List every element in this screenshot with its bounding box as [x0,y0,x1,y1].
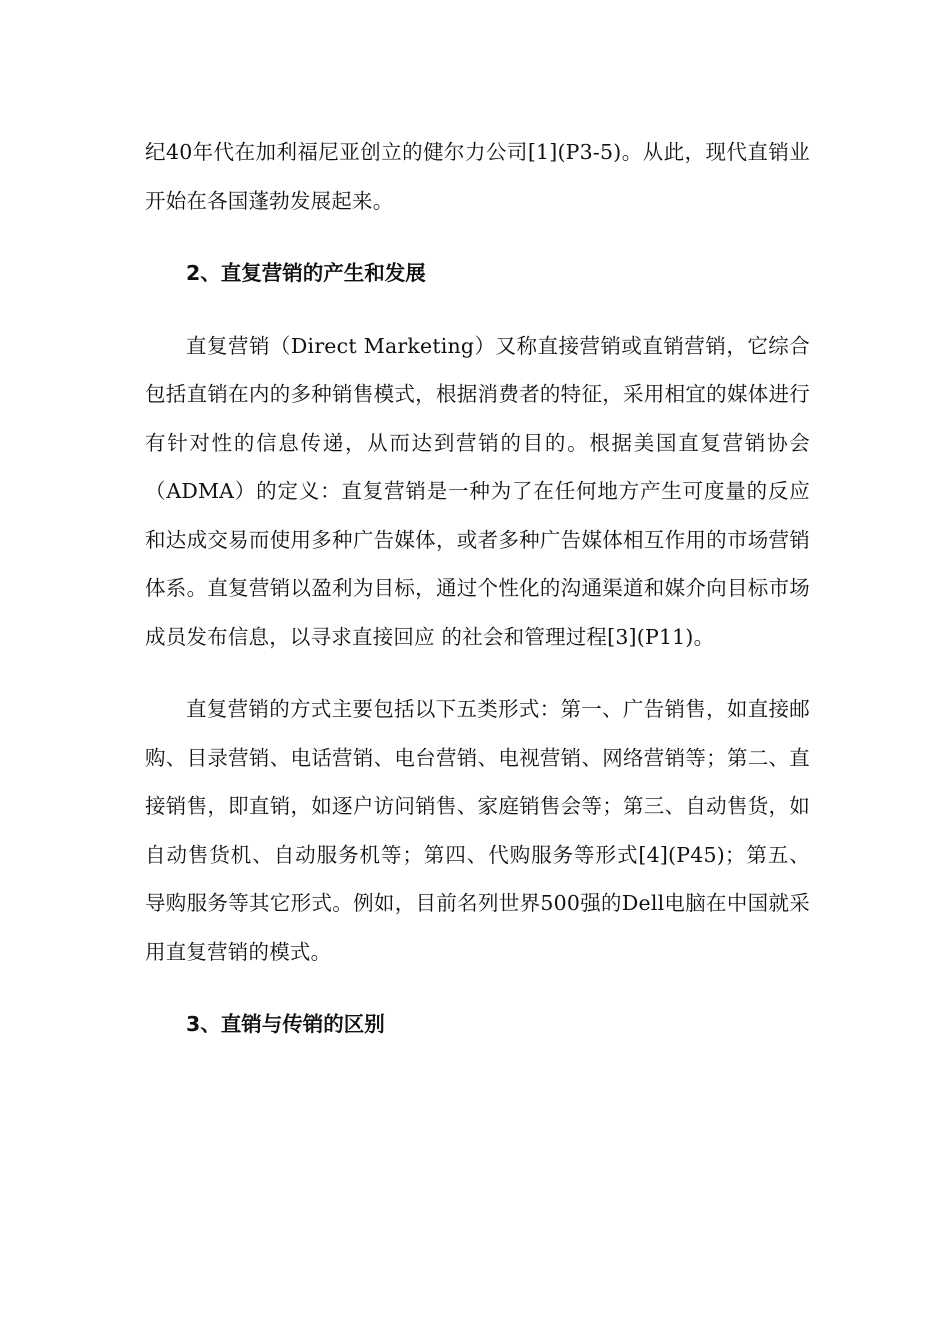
section-2-paragraph-1: 直复营销（Direct Marketing）又称直接营销或直销营销，它综合包括直销在内的多种销售模式，根据消费者的特征，采用相宜的媒体进行有针对性的信息传递，从而达到营销的目的。根据美国直复营销协会（ADMA）的定义：直复营销是一种为了在任何地方产生可度量的反应和达成交易而使用多种广告媒体，或者多种广告媒体相互作用的市场营销体系。直复营销以盈利为目标，通过个性化的沟通渠道和媒介向目标市场成员发布信息，以寻求直接回应 的社会和管理过程[3](P11)。 [145,333,810,649]
spacer [145,225,810,249]
spacer [145,661,810,685]
spacer [145,298,810,322]
section-3-heading: 3、直销与传销的区别 [186,1012,385,1036]
section-2-paragraph-2: 直复营销的方式主要包括以下五类形式：第一、广告销售，如直接邮购、目录营销、电话营销、电台营销、电视营销、网络营销等；第二、直接销售，即直销，如逐户访问销售、家庭销售会等；第三、自动售货，如自动售货机、自动服务机等；第四、代购服务等形式[4](P45)；第五、导购服务等其它形式。例如，目前名列世界500强的Dell电脑在中国就采用直复营销的模式。 [145,697,810,964]
spacer [145,976,810,1000]
document-body [145,128,810,1049]
section-2-heading: 2、直复营销的产生和发展 [186,261,426,285]
intro-paragraph: 纪40年代在加利福尼亚创立的健尔力公司[1](P3-5)。从此，现代直销业开始在各国蓬勃发展起来。 [145,140,810,213]
